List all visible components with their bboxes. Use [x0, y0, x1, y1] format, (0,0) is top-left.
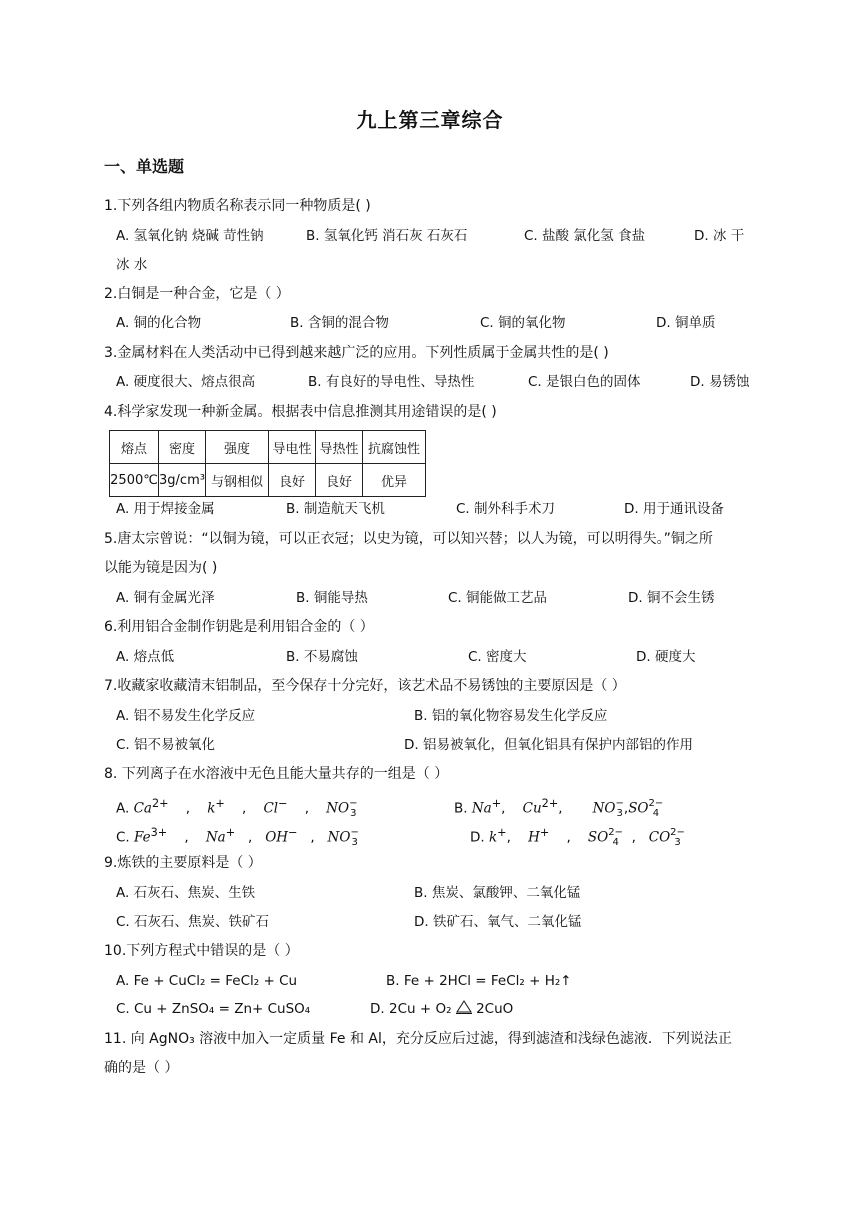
question-5-stem: 5.唐太宗曾说：“以铜为镜，可以正衣冠；以史为镜，可以知兴替；以人为镜，可以明得失。”铜之所 — [104, 531, 713, 547]
q3-option-c[interactable]: C. 是银白色的固体 — [528, 374, 641, 390]
question-11-stem: 11. 向 AgNO₃ 溶液中加入一定质量 Fe 和 Al，充分反应后过滤，得到滤渣和浅绿色滤液．下列说法正 — [104, 1031, 732, 1047]
q2-option-a[interactable]: A. 铜的化合物 — [116, 315, 202, 331]
option-letter: D. — [470, 829, 485, 846]
q6-option-d[interactable]: D. 硬度大 — [636, 649, 696, 665]
q1-option-b[interactable]: B. 氢氧化钙 消石灰 石灰石 — [306, 228, 468, 244]
q7-option-d[interactable]: D. 铝易被氧化，但氧化铝具有保护内部铝的作用 — [404, 737, 693, 753]
q4-option-c[interactable]: C. 制外科手术刀 — [456, 501, 556, 517]
question-3-stem: 3.金属材料在人类活动中已得到越来越广泛的应用。下列性质属于金属共性的是( ) — [104, 345, 609, 361]
q8-option-c[interactable]: C. $Fe^{3+}$ , Na+ , OH− , NO − 3 — [116, 826, 359, 848]
q5-option-a[interactable]: A. 铜有金属光泽 — [116, 590, 215, 606]
table-cell: 与钢相似 — [206, 464, 269, 497]
q4-option-b[interactable]: B. 制造航天飞机 — [286, 501, 385, 517]
q8-option-d[interactable]: D. k+, H+ , SO 2− 4 , CO 2− 3 — [470, 826, 685, 848]
q4-option-a[interactable]: A. 用于焊接金属 — [116, 501, 215, 517]
q7-option-c[interactable]: C. 铝不易被氧化 — [116, 737, 216, 753]
option-letter: A. — [116, 800, 130, 817]
q9-option-c[interactable]: C. 石灰石、焦炭、铁矿石 — [116, 914, 270, 930]
q8-option-b[interactable]: B. Na+, $Cu^{2+}$, NO − 3 ,SO 2− 4 — [454, 797, 664, 819]
q9-option-b[interactable]: B. 焦炭、氯酸钾、二氧化锰 — [414, 885, 581, 901]
table-header-cell: 抗腐蚀性 — [363, 431, 426, 464]
question-11-stem-continued: 确的是（ ） — [104, 1060, 179, 1076]
table-header-cell: 强度 — [206, 431, 269, 464]
q4-option-d[interactable]: D. 用于通讯设备 — [624, 501, 724, 517]
table-header-row — [110, 431, 426, 464]
question-10-stem: 10.下列方程式中错误的是（ ） — [104, 943, 299, 959]
option-text-product: 2CuO — [476, 1001, 514, 1017]
table-header-cell: 熔点 — [110, 431, 159, 464]
option-letter: B. — [454, 800, 468, 817]
q3-option-b[interactable]: B. 有良好的导电性、导热性 — [308, 374, 475, 390]
q10-option-d[interactable] — [370, 999, 513, 1019]
q1-option-d[interactable]: D. 冰 干 — [694, 228, 745, 244]
q8-option-a[interactable]: A. $Ca^{2+}$ , k+ , Cl− , NO − 3 — [116, 797, 358, 819]
q5-option-d[interactable]: D. 铜不会生锈 — [628, 590, 715, 606]
question-4-stem: 4.科学家发现一种新金属。根据表中信息推测其用途错误的是( ) — [104, 404, 497, 420]
q5-option-b[interactable]: B. 铜能导热 — [296, 590, 368, 606]
table-cell: 2500℃ — [110, 464, 159, 497]
table-cell: 良好 — [269, 464, 316, 497]
q7-option-b[interactable]: B. 铝的氧化物容易发生化学反应 — [414, 708, 608, 724]
heating-triangle-icon — [456, 1000, 472, 1014]
q10-option-a[interactable]: A. Fe + CuCl₂ = FeCl₂ + Cu — [116, 973, 298, 989]
option-text: D. 2Cu + O₂ — [370, 1001, 452, 1017]
q1-option-a[interactable]: A. 氢氧化钠 烧碱 苛性钠 — [116, 228, 264, 244]
q3-option-a[interactable]: A. 硬度很大、熔点很高 — [116, 374, 256, 390]
q6-option-a[interactable]: A. 熔点低 — [116, 649, 175, 665]
q7-option-a[interactable]: A. 铝不易发生化学反应 — [116, 708, 256, 724]
table-cell: 优异 — [363, 464, 426, 497]
q10-option-b[interactable]: B. Fe + 2HCl = FeCl₂ + H₂↑ — [386, 973, 572, 989]
q9-option-d[interactable]: D. 铁矿石、氧气、二氧化锰 — [414, 914, 582, 930]
q3-option-d[interactable]: D. 易锈蚀 — [690, 374, 750, 390]
metal-properties-table — [109, 430, 426, 497]
question-5-stem-continued: 以能为镜是因为( ) — [104, 560, 218, 576]
q6-option-c[interactable]: C. 密度大 — [468, 649, 527, 665]
q1-option-d-continued: 冰 水 — [116, 257, 148, 273]
table-header-cell: 导电性 — [269, 431, 316, 464]
q2-option-b[interactable]: B. 含铜的混合物 — [290, 315, 389, 331]
table-cell: 良好 — [316, 464, 363, 497]
question-7-stem: 7.收藏家收藏清末铝制品，至今保存十分完好，该艺术品不易锈蚀的主要原因是（ ） — [104, 678, 626, 694]
question-8-stem: 8. 下列离子在水溶液中无色且能大量共存的一组是（ ） — [104, 766, 449, 782]
q5-option-c[interactable]: C. 铜能做工艺品 — [448, 590, 548, 606]
q2-option-d[interactable]: D. 铜单质 — [656, 315, 716, 331]
table-header-cell: 密度 — [159, 431, 206, 464]
q9-option-a[interactable]: A. 石灰石、焦炭、生铁 — [116, 885, 256, 901]
question-9-stem: 9.炼铁的主要原料是（ ） — [104, 855, 262, 871]
section-heading: 一、单选题 — [104, 157, 185, 176]
table-cell: 3g/cm³ — [159, 464, 206, 497]
option-letter: C. — [116, 829, 130, 846]
table-row — [110, 464, 426, 497]
table-header-cell: 导热性 — [316, 431, 363, 464]
q6-option-b[interactable]: B. 不易腐蚀 — [286, 649, 358, 665]
q2-option-c[interactable]: C. 铜的氧化物 — [480, 315, 566, 331]
q10-option-c[interactable]: C. Cu + ZnSO₄ = Zn+ CuSO₄ — [116, 1001, 311, 1017]
q1-option-c[interactable]: C. 盐酸 氯化氢 食盐 — [524, 228, 646, 244]
question-6-stem: 6.利用铝合金制作钥匙是利用铝合金的（ ） — [104, 619, 374, 635]
question-2-stem: 2.白铜是一种合金，它是（ ） — [104, 286, 290, 302]
question-1-stem: 1.下列各组内物质名称表示同一种物质是( ) — [104, 198, 371, 214]
page-title: 九上第三章综合 — [356, 108, 504, 132]
